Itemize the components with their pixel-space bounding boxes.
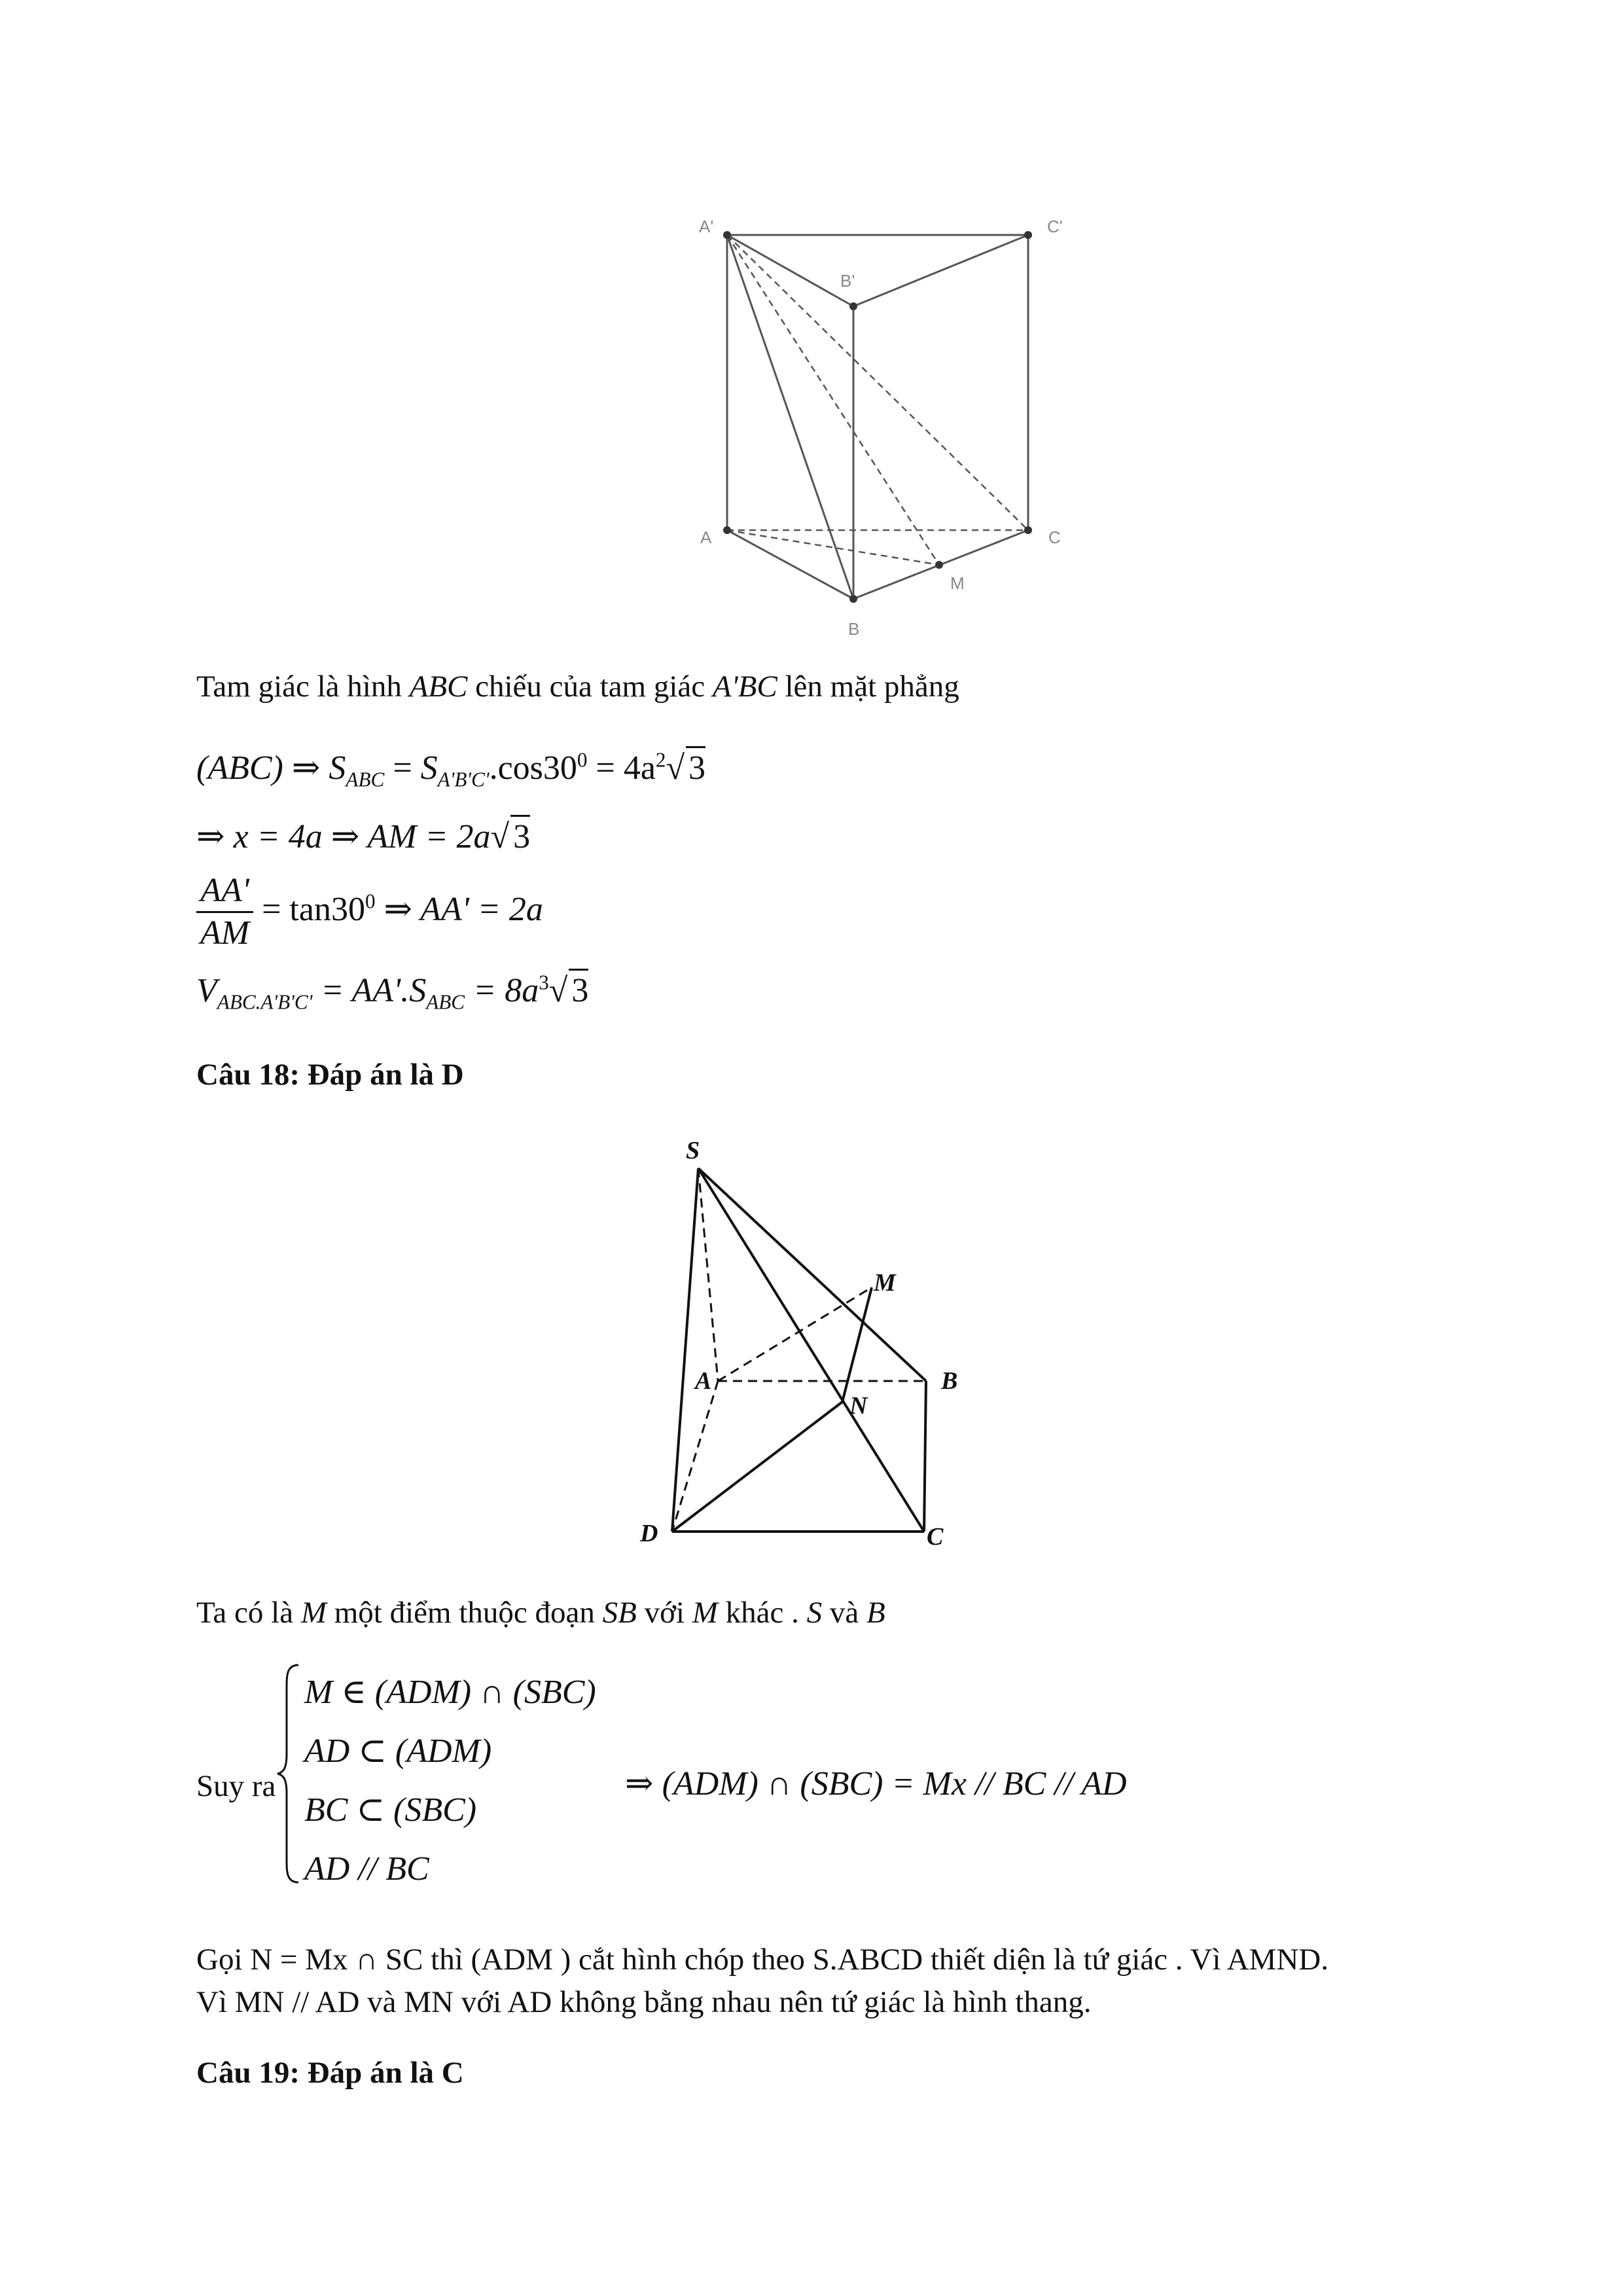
- text-fragment: một điểm thuộc đoạn: [326, 1596, 603, 1630]
- point-c: [1024, 526, 1032, 534]
- math-plane: (ABC): [196, 749, 283, 787]
- prism-figure: [681, 196, 1099, 648]
- text-fragment: Tam giác là hình: [196, 670, 410, 704]
- math-rhs: = 8a: [473, 972, 539, 1009]
- equation-tan: [196, 870, 543, 954]
- label-b: B: [941, 1367, 958, 1395]
- text-fragment: B: [866, 1596, 885, 1630]
- system-line-2: AD ⊂ (ADM): [304, 1732, 492, 1770]
- label-b: B: [848, 619, 860, 639]
- math-s: S: [420, 749, 438, 787]
- point-c1: [1024, 231, 1032, 239]
- text-fragment: M: [692, 1596, 718, 1630]
- fraction-num: AA': [196, 870, 253, 913]
- math-sup: 2: [655, 748, 666, 772]
- equation-area: (ABC) ⇒ $S_{ABC} = S_{A'B'C'}.\cos 30^0 = 4a^2√$ 3: [196, 746, 705, 792]
- label-m: M: [874, 1269, 896, 1297]
- question-19-heading: Câu 19: Đáp án là C: [196, 2056, 464, 2090]
- math-sub: ABC: [346, 768, 385, 791]
- math-sub: ABC.A'B'C': [217, 990, 313, 1014]
- math-sup: 0: [365, 889, 376, 913]
- equation-x: ⇒ x = 4a ⇒ AM = 2a√ 3: [196, 815, 530, 857]
- paragraph-section-line-2: Vì MN // AD và MN với AD không bằng nhau nên tứ giác là hình thang.: [196, 1985, 1092, 2019]
- text-fragment: chiếu của tam giác: [467, 670, 713, 704]
- label-a1: A': [699, 217, 714, 236]
- point-b: [849, 595, 857, 603]
- text-fragment: và: [822, 1596, 867, 1630]
- math-cos: .cos30: [489, 749, 577, 787]
- system-prefix: Suy ra: [196, 1769, 276, 1803]
- system-line-3: BC ⊂ (SBC): [304, 1791, 477, 1829]
- label-b1: B': [840, 271, 855, 291]
- fraction: [196, 870, 253, 954]
- fraction-den: AM: [200, 914, 250, 952]
- pyramid-figure: [628, 1126, 1034, 1571]
- question-18-heading: Câu 18: Đáp án là D: [196, 1058, 464, 1092]
- system-line-4: AD // BC: [304, 1850, 429, 1888]
- math-rhs: ⇒ AA' = 2a: [383, 890, 543, 928]
- math-eq: =: [393, 749, 412, 787]
- system-line-1: M ∈ (ADM) ∩ (SBC): [304, 1674, 596, 1711]
- label-c: C: [927, 1523, 944, 1551]
- label-s: S: [686, 1137, 700, 1164]
- text-fragment: M: [300, 1596, 327, 1630]
- math-rhs: = 4a: [596, 749, 656, 787]
- math-root: 3: [510, 815, 530, 857]
- system-result: ⇒ (ADM) ∩ (SBC) = Mx // BC // AD: [625, 1765, 1127, 1803]
- label-c1: C': [1047, 217, 1063, 236]
- math-sub: ABC: [426, 990, 465, 1014]
- label-d: D: [640, 1520, 658, 1547]
- text-fragment: ABC: [409, 670, 468, 704]
- text-fragment: lên mặt phẳng: [777, 670, 959, 704]
- math-mid: = tan30: [262, 890, 365, 928]
- system-brace: [275, 1662, 301, 1893]
- math-s: S: [329, 749, 346, 787]
- point-a: [723, 526, 731, 534]
- label-a: A: [700, 528, 712, 547]
- math-root: 3: [569, 969, 588, 1011]
- math-mid: = AA'.S: [321, 972, 427, 1009]
- text-fragment: A'BC: [712, 670, 777, 704]
- point-m: [935, 561, 943, 569]
- math-root: 3: [686, 746, 705, 789]
- brace-icon: [275, 1662, 301, 1885]
- math-sub: A'B'C': [437, 768, 490, 791]
- point-b1: [849, 302, 857, 310]
- label-a: A: [695, 1367, 712, 1395]
- text-fragment: SB: [602, 1596, 637, 1630]
- paragraph-section-line-1: Gọi N = Mx ∩ SC thì (ADM ) cắt hình chóp theo S.ABCD thiết diện là tứ giác . Vì AMND.: [196, 1943, 1329, 1977]
- math-sup: 0: [577, 748, 588, 772]
- math-sup: 3: [539, 971, 549, 994]
- label-m: M: [950, 573, 965, 593]
- paragraph-projection: [196, 668, 959, 706]
- label-c: C: [1048, 528, 1061, 547]
- paragraph-point-m: [196, 1594, 885, 1632]
- point-a1: [723, 231, 731, 239]
- equation-volume: $V_{ABC.A'B'C'} = AA'.S_{ABC} = 8a^3√$ 3: [196, 969, 588, 1014]
- math-lhs: ⇒ x = 4a ⇒ AM = 2a: [196, 818, 491, 855]
- label-n: N: [849, 1392, 868, 1420]
- text-fragment: với: [636, 1596, 692, 1630]
- math-v: V: [196, 972, 217, 1009]
- text-fragment: khác .: [717, 1596, 807, 1630]
- text-fragment: Ta có là: [196, 1596, 301, 1630]
- text-fragment: S: [806, 1596, 823, 1630]
- math-arrow: ⇒: [291, 749, 321, 787]
